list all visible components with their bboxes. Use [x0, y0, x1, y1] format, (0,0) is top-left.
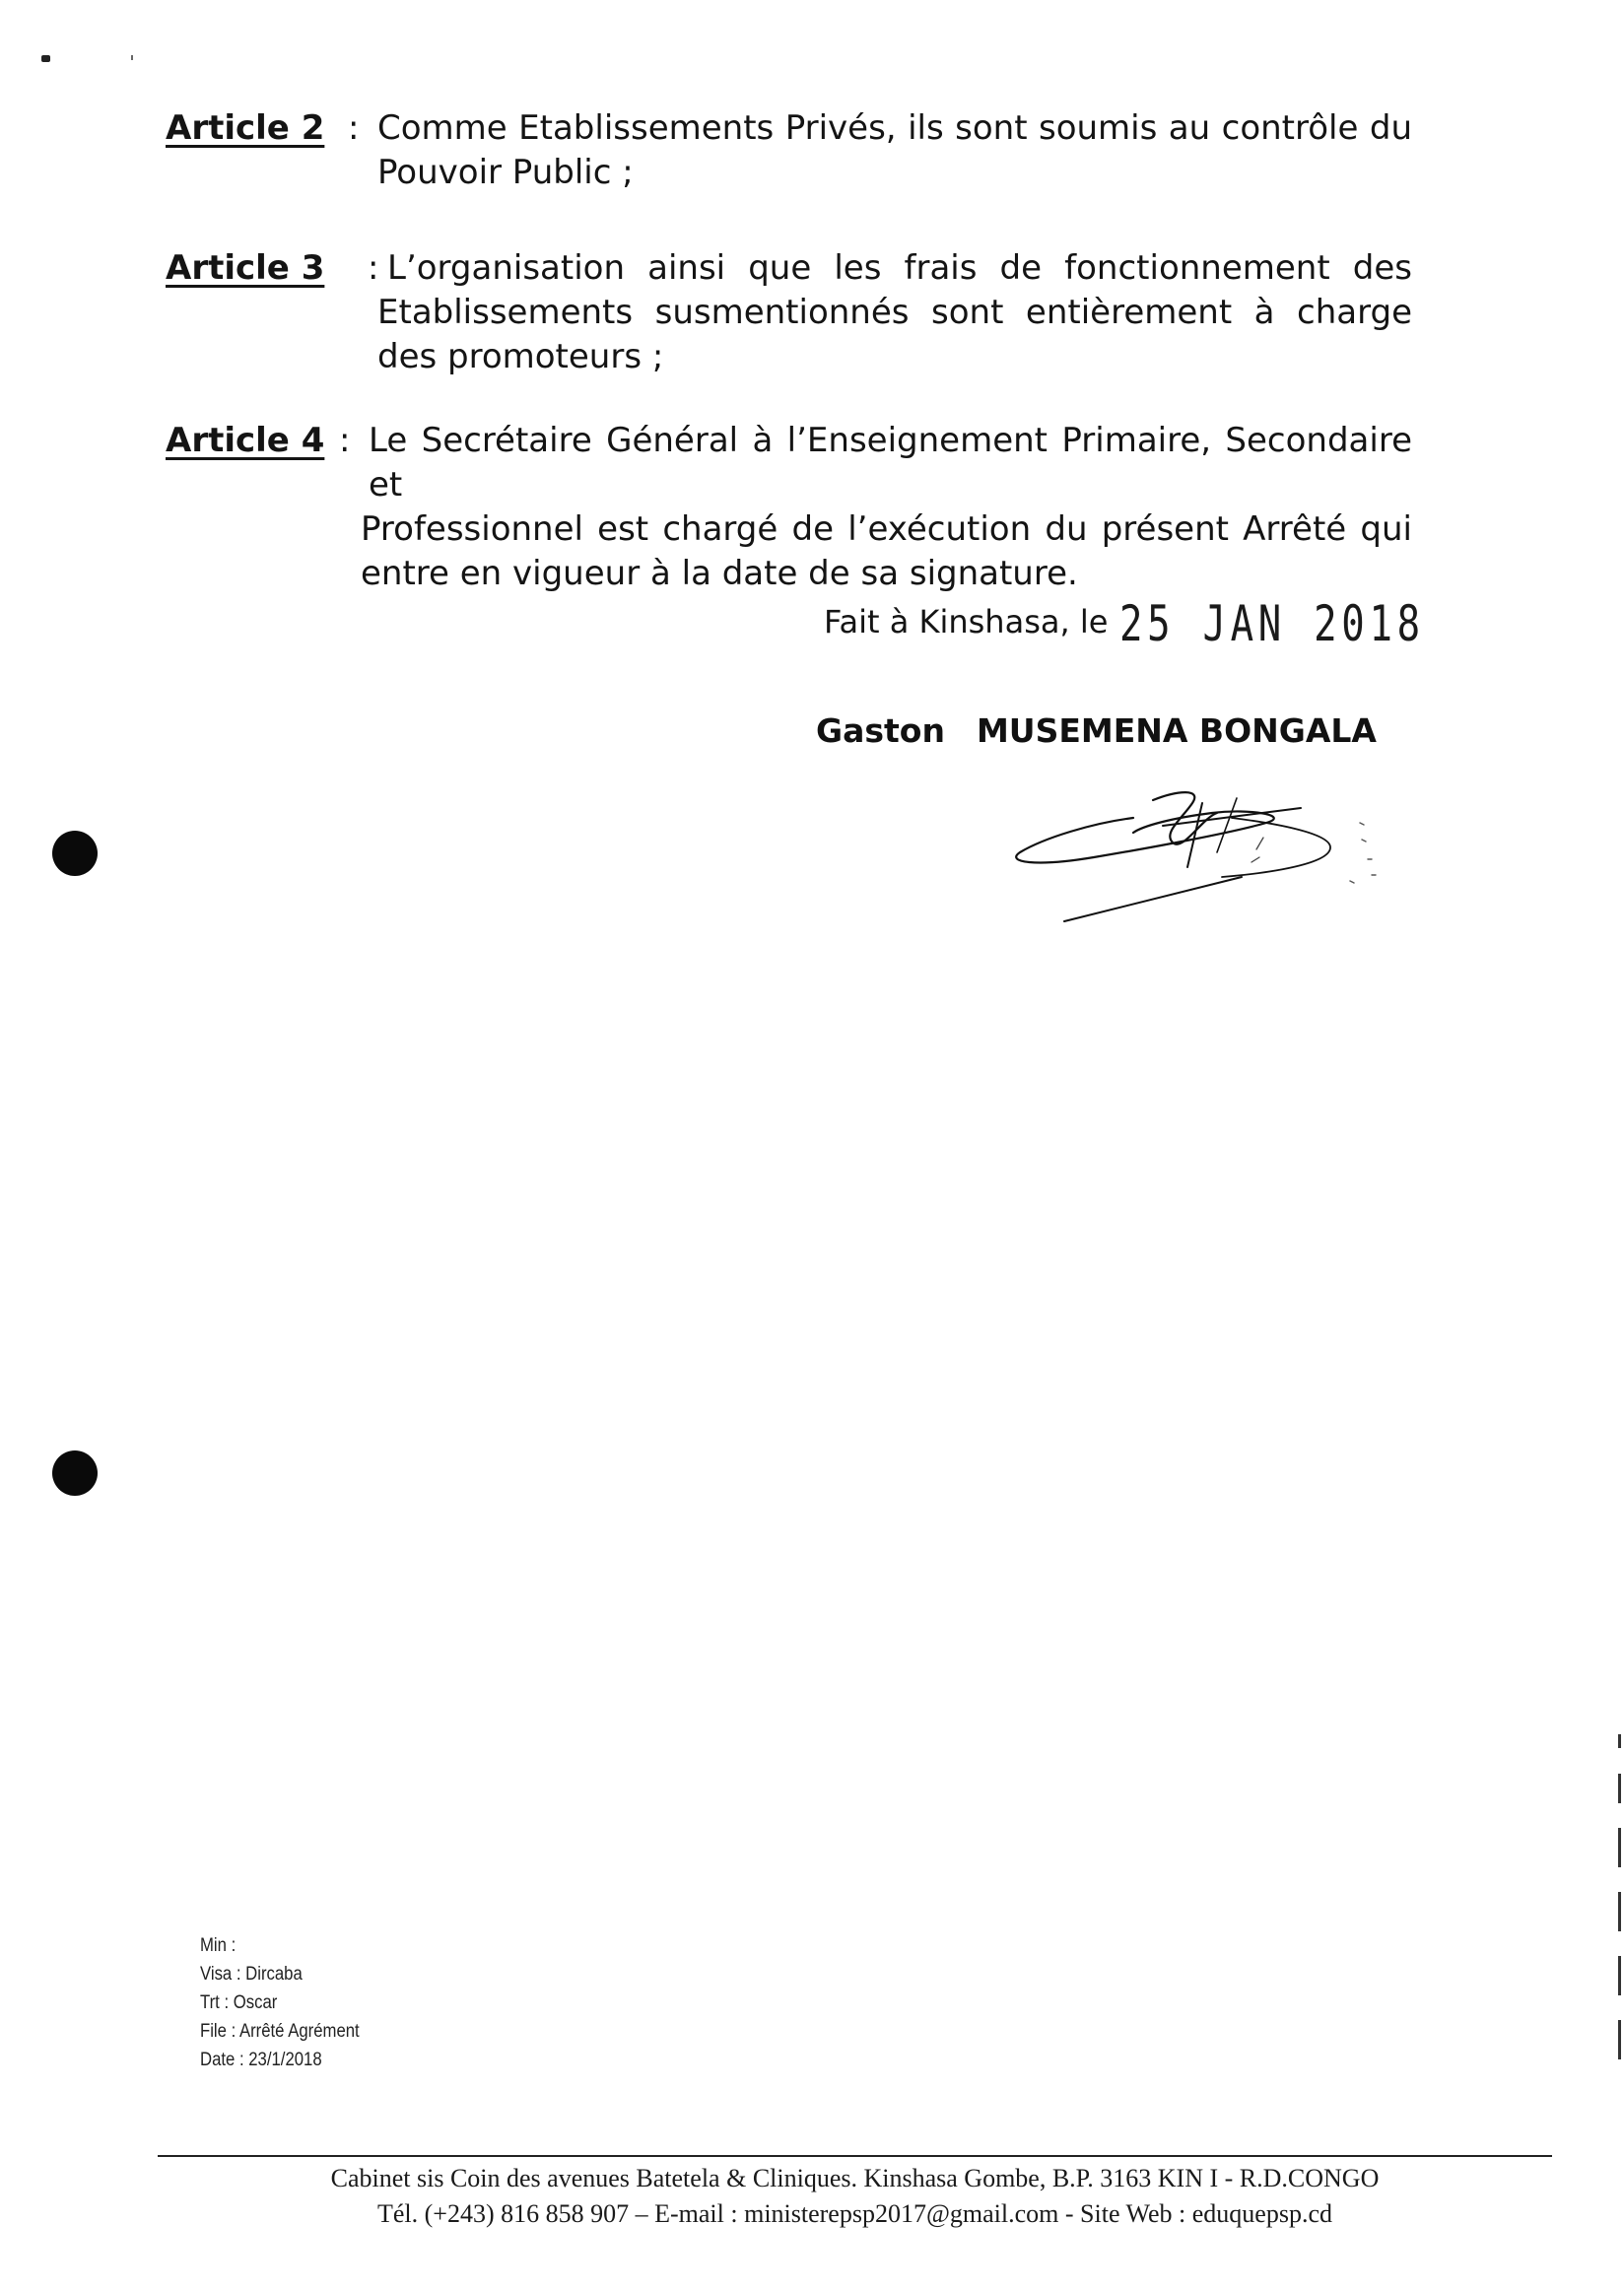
article-text: Comme Etablissements Privés, ils sont soumis au contrôle du Pouvoir Public ; — [377, 108, 1412, 192]
article-4 — [166, 419, 1412, 593]
routing-line: Date : 23/1/2018 — [200, 2050, 322, 2070]
article-label: Article 3 — [166, 248, 325, 288]
article-text: L’organisation ainsi que les frais de fonctionnement des Etablissements susmentionnés sont entièrement à charge des promoteurs ; — [377, 248, 1412, 376]
routing-line: Trt : Oscar — [200, 1992, 278, 2013]
article-separator: : — [348, 108, 360, 148]
signatory-last-name: MUSEMENA BONGALA — [976, 711, 1377, 750]
internal-routing-note — [200, 1931, 360, 2074]
article-label: Article 4 — [166, 421, 325, 460]
footer-contact: Tél. (+243) 816 858 907 – E-mail : ministerepsp2017@gmail.com - Site Web : eduquepsp.cd — [377, 2199, 1332, 2228]
letterhead-footer — [158, 2161, 1552, 2232]
article-3 — [166, 246, 1412, 384]
signature-icon — [1005, 778, 1419, 936]
article-text-line: Le Secrétaire Général à l’Enseignement Primaire, Secondaire et — [369, 421, 1412, 505]
date-stamp: 25 JAN 2018 — [1119, 595, 1425, 652]
article-text — [361, 419, 1412, 596]
routing-line: File : Arrêté Agrément — [200, 2021, 360, 2042]
scan-speck — [41, 55, 50, 62]
scan-edge-marks — [1618, 1734, 1622, 2089]
article-2 — [166, 106, 1412, 200]
routing-line: Min : — [200, 1935, 237, 1956]
article-text-rest: Professionnel est chargé de l’exécution du présent Arrêté qui entre en vigueur à la date de sa signature. — [361, 509, 1412, 593]
article-separator: : — [339, 421, 351, 460]
place-and-date-prefix: Fait à Kinshasa, le — [824, 603, 1109, 640]
article-label: Article 2 — [166, 108, 325, 148]
punch-hole-icon — [52, 1450, 98, 1496]
signatory-first-name: Gaston — [816, 711, 945, 750]
signatory-name — [816, 711, 1377, 750]
footer-address: Cabinet sis Coin des avenues Batetela & Cliniques. Kinshasa Gombe, B.P. 3163 KIN I - R.D.CONGO — [330, 2164, 1380, 2192]
punch-hole-icon — [52, 831, 98, 876]
footer-divider — [158, 2155, 1552, 2157]
article-separator: : — [368, 248, 379, 288]
scan-speck — [131, 55, 133, 60]
routing-line: Visa : Dircaba — [200, 1964, 303, 1985]
